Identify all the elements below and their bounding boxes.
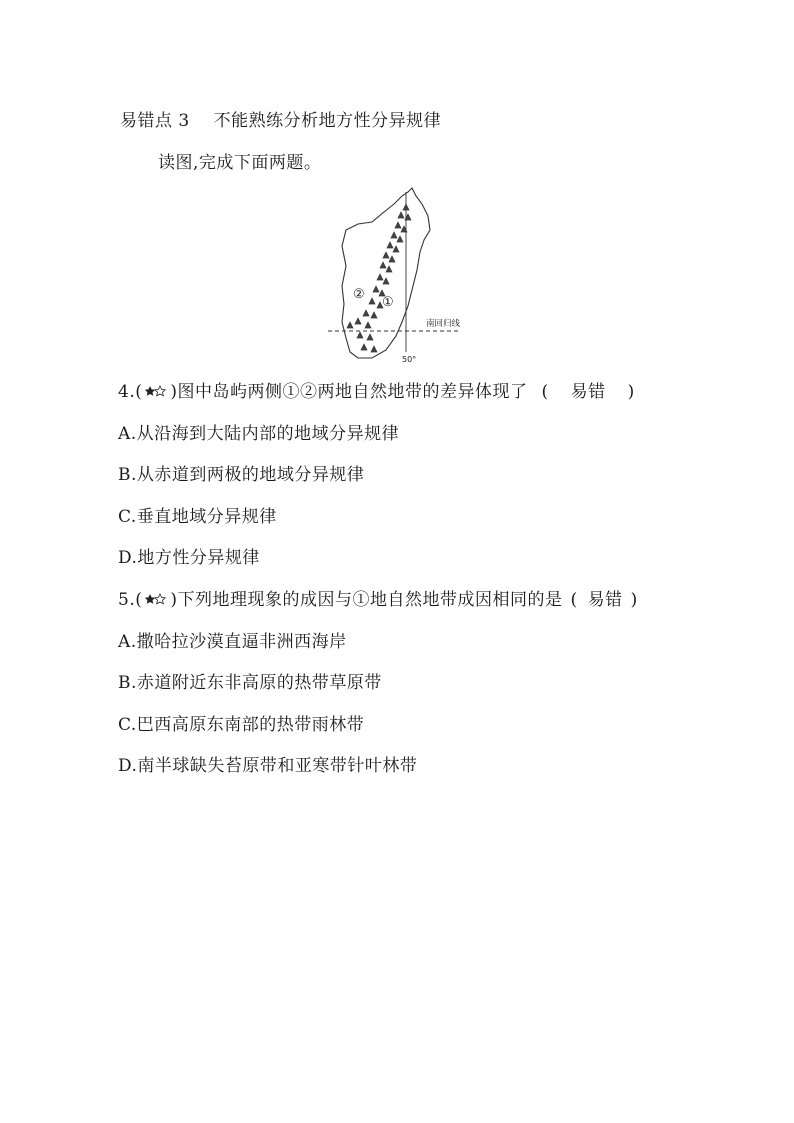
answer-open-paren: (: [541, 382, 549, 402]
question-4-close: ): [170, 382, 178, 402]
longitude-label: 50°: [402, 355, 417, 364]
section-number: 易错点 3: [120, 111, 190, 131]
q4-option-b: B.从赤道到两极的地域分异规律: [118, 465, 365, 485]
difficulty-star-icon: [143, 383, 169, 399]
tropic-label: 南回归线: [426, 319, 461, 329]
marker-2: ②: [353, 287, 365, 302]
q5-option-b: B.赤道附近东非高原的热带草原带: [118, 673, 382, 693]
section-title: 不能熟练分析地方性分异规律: [213, 111, 442, 131]
question-4-stem: [118, 377, 635, 402]
q4-option-d: D.地方性分异规律: [118, 548, 260, 568]
q5-option-a: A.撒哈拉沙漠直逼非洲西海岸: [118, 632, 347, 652]
question-5-stem: [118, 585, 638, 610]
question-5-text: 下列地理现象的成因与①地自然地带成因相同的是: [177, 590, 563, 610]
madagascar-map: [320, 182, 480, 367]
answer-close-paren: ): [630, 590, 638, 610]
section-heading: [120, 106, 441, 131]
question-4-text: 图中岛屿两侧①②两地自然地带的差异体现了: [177, 382, 528, 402]
question-5-number: 5.(: [118, 590, 143, 610]
q4-option-c: C.垂直地域分异规律: [118, 507, 277, 527]
error-prone-tag: 易错: [570, 382, 606, 402]
answer-close-paren: ): [627, 382, 635, 402]
question-5-close: ): [170, 590, 178, 610]
instruction-text: 读图,完成下面两题。: [158, 153, 322, 173]
error-prone-tag: 易错: [587, 590, 623, 610]
q4-option-a: A.从沿海到大陆内部的地域分异规律: [118, 424, 400, 444]
q5-option-d: D.南半球缺失苔原带和亚寒带针叶林带: [118, 756, 418, 776]
island-outline: [342, 188, 430, 358]
question-4-number: 4.(: [118, 382, 143, 402]
q5-option-c: C.巴西高原东南部的热带雨林带: [118, 715, 365, 735]
marker-1: ①: [382, 295, 394, 310]
difficulty-star-icon: [143, 591, 169, 607]
answer-open-paren: (: [570, 590, 578, 610]
